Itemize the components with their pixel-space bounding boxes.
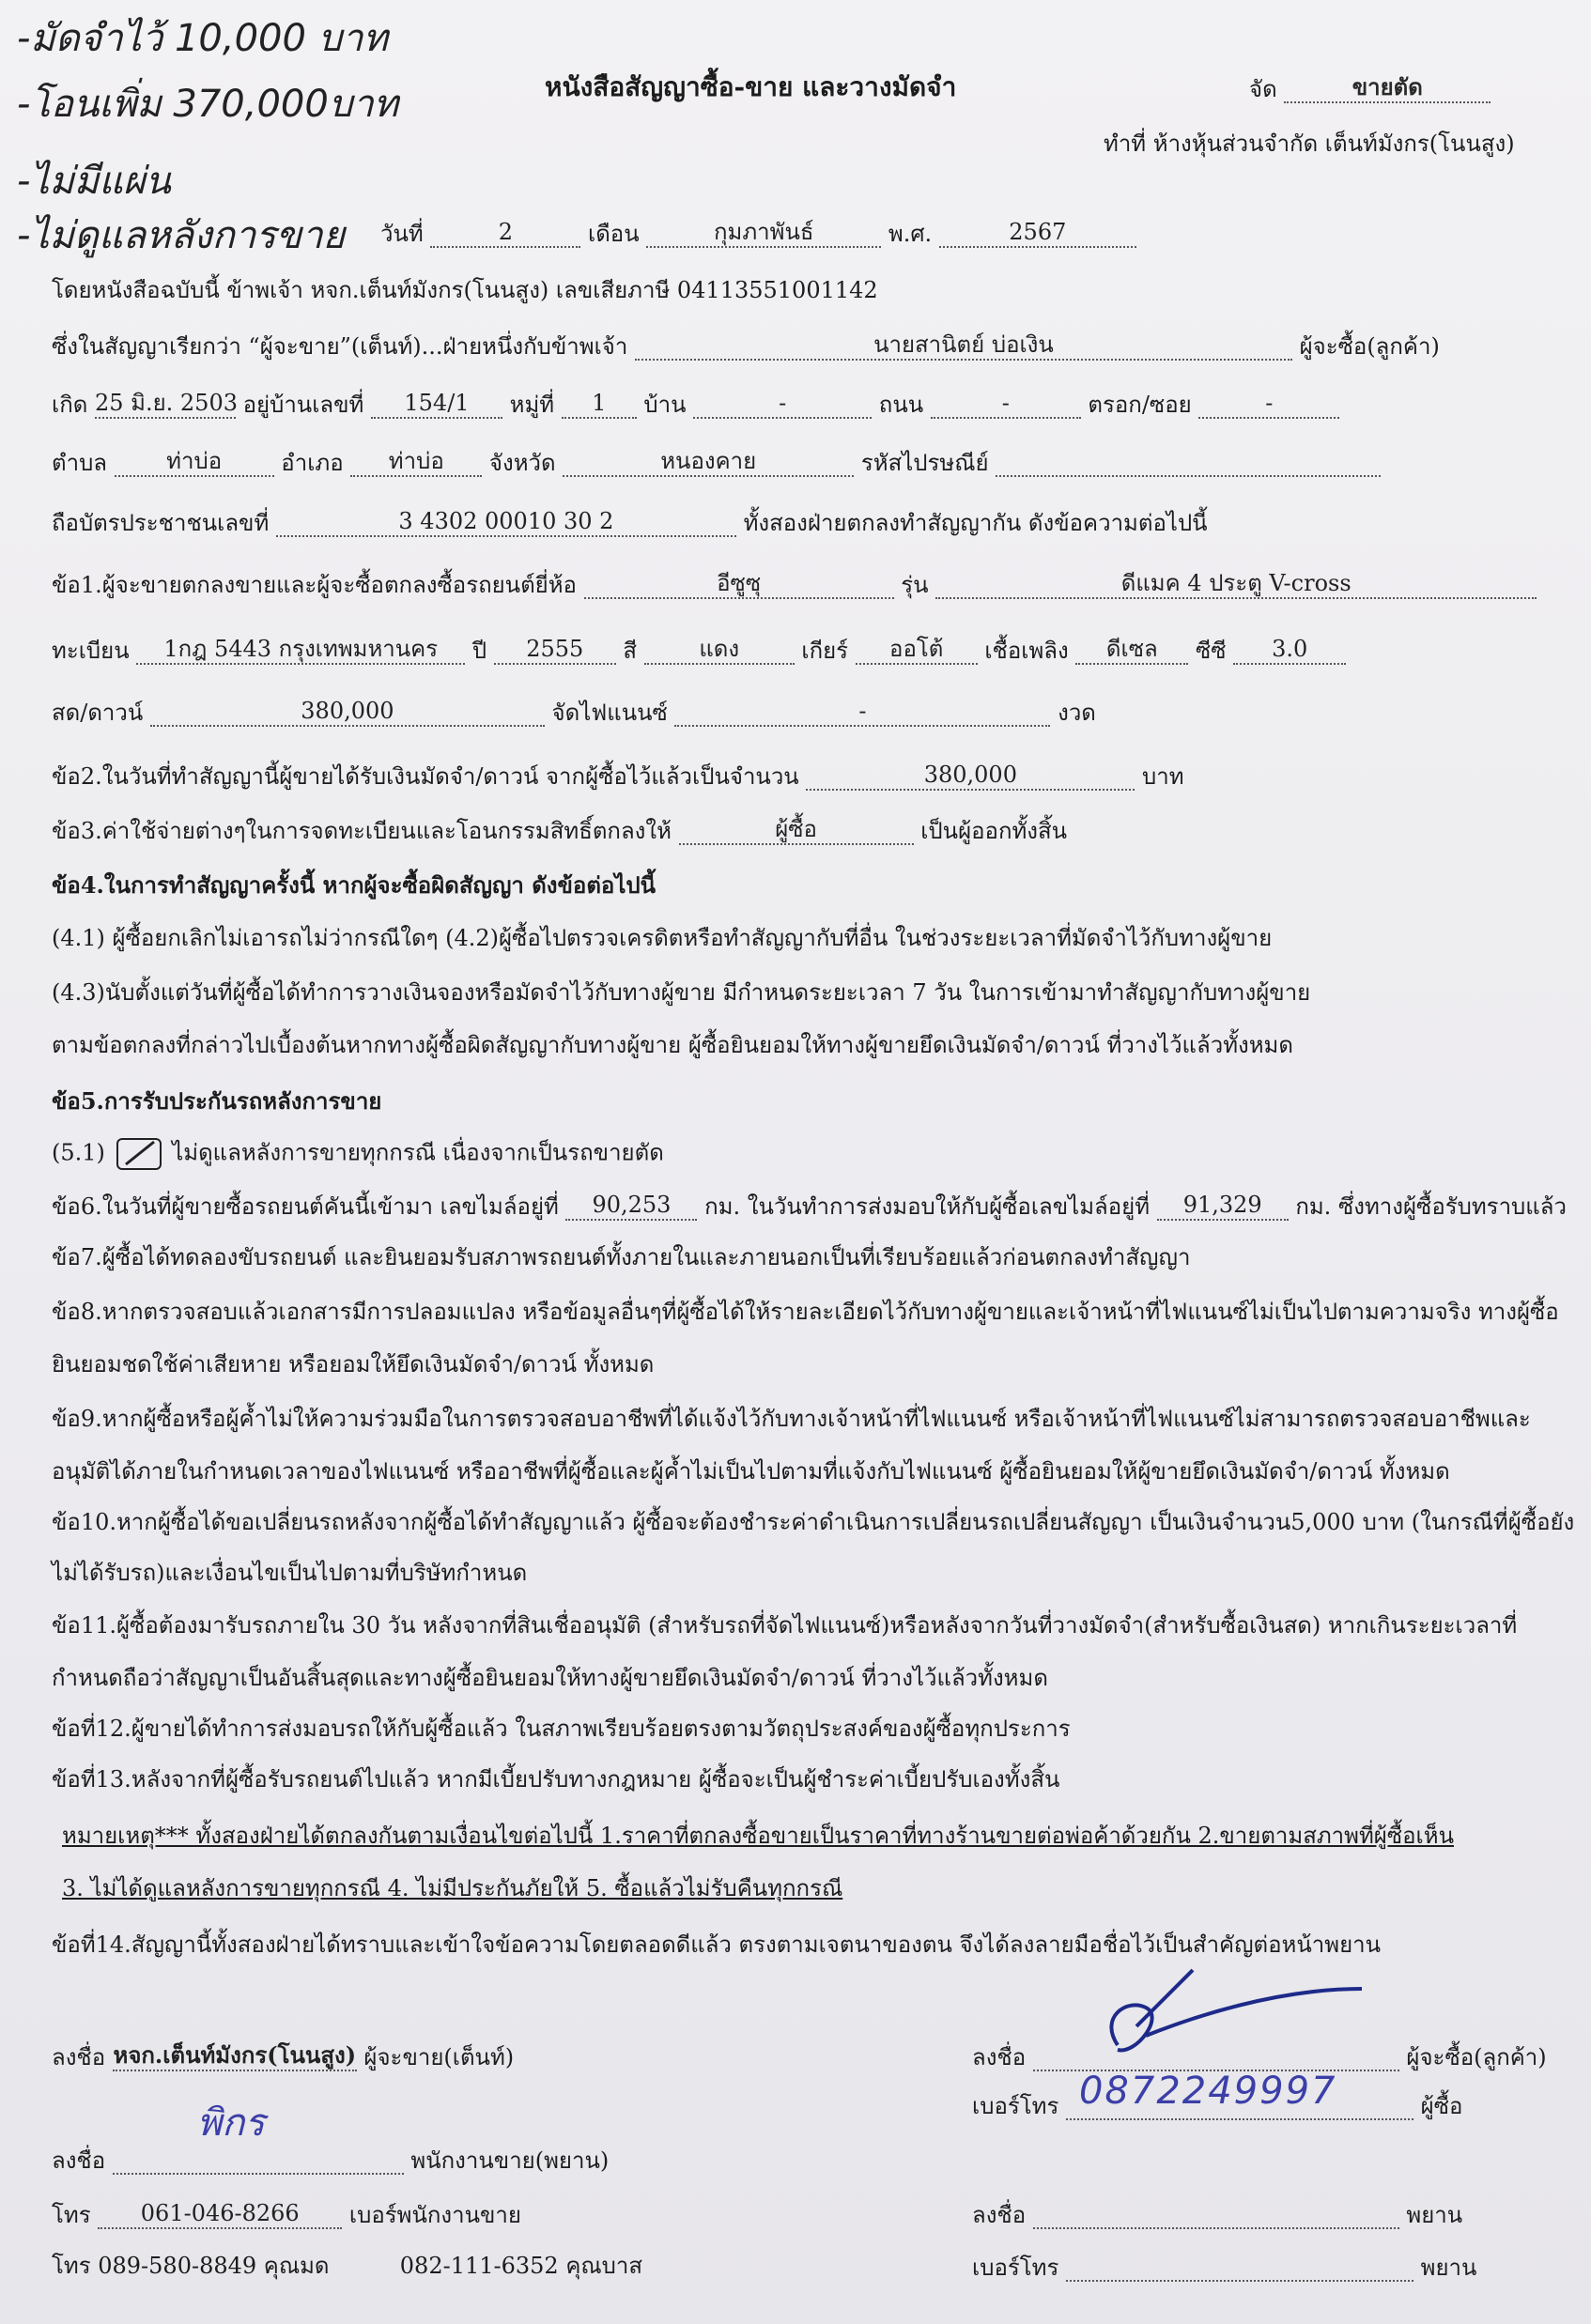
checkbox-checked-icon bbox=[116, 1138, 162, 1170]
clause-8a: ข้อ8.หากตรวจสอบแล้วเอกสารมีการปลอมแปลง หรือข้อมูลอื่นๆที่ผู้ซื้อได้ให้รายละเอียดไว้กับทางผู้ขายและเจ้าหน้าที่ไฟแนนซ์ไม่เป็นไปตามความจริง ทางผู้ซื้อ bbox=[52, 1299, 1559, 1325]
remark-line-1: หมายเหตุ*** ทั้งสองฝ่ายได้ตกลงกันตามเงื่อนไขต่อไปนี้ 1.ราคาที่ตกลงซื้อขายเป็นราคาที่ทางร้านขายต่อพ่อค้าด้วยกัน 2.ขายตามสภาพที่ผู้ซื้อเห็น bbox=[62, 1823, 1454, 1849]
staff-phone-line: โทร 061-046-8266 เบอร์พนักงานขาย bbox=[52, 2200, 521, 2228]
clause-11b: กำหนดถือว่าสัญญาเป็นอันสิ้นสุดและทางผู้ซื้อยินยอมให้ทางผู้ขายยึดเงินมัดจำ/ดาวน์ ที่วางไว้แล้วทั้งหมด bbox=[52, 1665, 1048, 1691]
clause-9b: อนุมัติได้ภายในกำหนดเวลาของไฟแนนซ์ หรืออาชีพที่ผู้ซื้อและผู้ค้ำไม่เป็นไปตามที่แจ้งกับไฟแนนซ์ ผู้ซื้อยินยอมให้ผู้ขายยึดเงินมัดจำ/ดาวน์ ทั้งหมด bbox=[52, 1458, 1450, 1485]
clause-7: ข้อ7.ผู้ซื้อได้ทดลองขับรถยนต์ และยินยอมรับสภาพรถยนต์ทั้งภายในและภายนอกเป็นที่เรียบร้อยแล้วก่อนตกลงทำสัญญา bbox=[52, 1244, 1191, 1270]
clause-5-1: (5.1) ไม่ดูแลหลังการขายทุกกรณี เนื่องจากเป็นรถขายตัด bbox=[52, 1138, 664, 1170]
contract-date: วันที่ 2 เดือน กุมภาพันธ์ พ.ศ. 2567 bbox=[380, 218, 1136, 248]
buyer-id-line: ถือบัตรประชาชนเลขที่ 3 4302 00010 30 2 ทั้งสองฝ่ายตกลงทำสัญญากัน ดังข้อความต่อไปนี้ bbox=[52, 508, 1208, 536]
clause-8b: ยินยอมชดใช้ค่าเสียหาย หรือยอมให้ยึดเงินมัดจำ/ดาวน์ ทั้งหมด bbox=[52, 1351, 655, 1377]
staff-signature: พิกร bbox=[196, 2101, 265, 2145]
clause-4-3b: ตามข้อตกลงที่กล่าวไปเบื้องต้นหากทางผู้ซื้อผิดสัญญากับทางผู้ขาย ผู้ซื้อยินยอมให้ทางผู้ขายยึดเงินมัดจำ/ดาวน์ ที่วางไว้แล้วทั้งหมด bbox=[52, 1032, 1293, 1058]
buyer-phone-line: เบอร์โทร 0872249997 ผู้ซื้อ bbox=[972, 2070, 1463, 2119]
buyer-address-line: เกิด 25 มิ.ย. 2503 อยู่บ้านเลขที่ 154/1 หมู่ที่ 1 บ้าน - ถนน - ตรอก/ซอย - bbox=[52, 389, 1339, 419]
clause-13: ข้อที่13.หลังจากที่ผู้ซื้อรับรถยนต์ไปแล้ว หากมีเบี้ยปรับทางกฎหมาย ผู้ซื้อจะเป็นผู้ชำระค่าเบี้ยปรับเองทั้งสิ้น bbox=[52, 1766, 1060, 1793]
clause-6: ข้อ6.ในวันที่ผู้ขายซื้อรถยนต์คันนี้เข้ามา เลขไมล์อยู่ที่ 90,253 กม. ในวันทำการส่งมอบให้กับผู้ซื้อเลขไมล์อยู่ที่ 91,329 กม. ซึ่งทางผู้ซื้อรับทราบแล้ว bbox=[52, 1192, 1567, 1220]
clause-4-3: (4.3)นับตั้งแต่วันที่ผู้ซื้อได้ทำการวางเงินจองหรือมัดจำไว้กับทางผู้ขาย มีกำหนดระยะเวลา 7 วัน ในการเข้ามาทำสัญญากับทางผู้ขาย bbox=[52, 979, 1311, 1006]
clause-11a: ข้อ11.ผู้ซื้อต้องมารับรถภายใน 30 วัน หลังจากที่สินเชื่ออนุมัติ (สำหรับรถที่จัดไฟแนนซ์)หรือหลังจากวันที่วางมัดจำ(สำหรับซื้อเงินสด) หากเกินระยะเวลาที่ bbox=[52, 1612, 1518, 1639]
clause-1: ข้อ1.ผู้จะขายตกลงขายและผู้จะซื้อตกลงซื้อรถยนต์ยี่ห้อ อีซูซุ รุ่น ดีแมค 4 ประตู V-cross bbox=[52, 569, 1537, 599]
witness-signature-line: ลงชื่อ พยาน bbox=[972, 2199, 1462, 2229]
buyer-signature-icon bbox=[1089, 1961, 1371, 2064]
buyer-signature-line: ลงชื่อ ผู้จะซื้อ(ลูกค้า) bbox=[972, 2041, 1547, 2071]
clause-14: ข้อที่14.สัญญานี้ทั้งสองฝ่ายได้ทราบและเข้าใจข้อความโดยตลอดดีแล้ว ตรงตามเจตนาของตน จึงได้ลงลายมือชื่อไว้เป็นสำคัญต่อหน้าพยาน bbox=[52, 1932, 1382, 1958]
buyer-name: นายสานิตย์ บ่อเงิน bbox=[635, 331, 1292, 361]
handwritten-note-3: -ไม่มีแผ่น bbox=[17, 160, 171, 203]
intro-line-1: โดยหนังสือฉบับนี้ ข้าพเจ้า หจก.เต็นท์มังกร(โนนสูง) เลขเสียภาษี 04113551001142 bbox=[52, 277, 878, 303]
witness-phone-line: เบอร์โทร พยาน bbox=[972, 2252, 1476, 2282]
clause-10a: ข้อ10.หากผู้ซื้อได้ขอเปลี่ยนรถหลังจากผู้ซื้อได้ทำสัญญาแล้ว ผู้ซื้อจะต้องชำระค่าดำเนินการเปลี่ยนรถเปลี่ยนสัญญา เป็นเงินจำนวน5,000 บาท (ในกรณีที่ผู้ซื้อยัง bbox=[52, 1509, 1575, 1535]
buyer-phone: 0872249997 bbox=[1078, 2070, 1337, 2113]
clause-12: ข้อที่12.ผู้ขายได้ทำการส่งมอบรถให้กับผู้ซื้อแล้ว ในสภาพเรียบร้อยตรงตามวัตถุประสงค์ของผู้ซื้อทุกประการ bbox=[52, 1716, 1071, 1742]
contract-place: ทำที่ ห้างหุ้นส่วนจำกัด เต็นท์มังกร(โนนสูง) bbox=[1104, 131, 1515, 157]
page-title: หนังสือสัญญาซื้อ-ขาย และวางมัดจำ bbox=[545, 71, 957, 102]
seller-signature-line: ลงชื่อ หจก.เต็นท์มังกร(โนนสูง) ผู้จะขาย(เต็นท์) bbox=[52, 2041, 515, 2070]
clause-5-title: ข้อ5.การรับประกันรถหลังการขาย bbox=[52, 1087, 382, 1115]
car-registration-line: ทะเบียน 1กฎ 5443 กรุงเทพมหานคร ปี 2555 สี แดง เกียร์ ออโต้ เชื้อเพลิง ดีเซล ซีซี 3.0 bbox=[52, 635, 1346, 665]
handwritten-note-2: -โอนเพิ่ม 370,000บาท bbox=[17, 83, 399, 126]
contact-line: โทร 089-580-8849 คุณมด 082-111-6352 คุณบาส bbox=[52, 2253, 643, 2279]
clause-2: ข้อ2.ในวันที่ทำสัญญานี้ผู้ขายได้รับเงินมัดจำ/ดาวน์ จากผู้ซื้อไว้แล้วเป็นจำนวน 380,000 บาท bbox=[52, 762, 1184, 790]
intro-line-2: ซึ่งในสัญญาเรียกว่า “ผู้จะขาย”(เต็นท์)...ฝ่ายหนึ่งกับข้าพเจ้า นายสานิตย์ บ่อเงิน ผู้จะซื้อ(ลูกค้า) bbox=[52, 331, 1440, 360]
clause-3: ข้อ3.ค่าใช้จ่ายต่างๆในการจดทะเบียนและโอนกรรมสิทธิ์ตกลงให้ ผู้ซื้อ เป็นผู้ออกทั้งสิ้น bbox=[52, 816, 1068, 844]
car-payment-line: สด/ดาวน์ 380,000 จัดไฟแนนซ์ - งวด bbox=[52, 698, 1096, 726]
staff-signature-line: ลงชื่อ พิกร พนักงานขาย(พยาน) bbox=[52, 2101, 610, 2174]
handwritten-note-4: -ไม่ดูแลหลังการขาย bbox=[17, 214, 346, 257]
contract-type-value: ขายตัด bbox=[1284, 73, 1491, 103]
clause-10b: ไม่ได้รับรถ)และเงื่อนไขเป็นไปตามที่บริษัทกำหนด bbox=[52, 1560, 528, 1586]
remark-line-2: 3. ไม่ได้ดูแลหลังการขายทุกกรณี 4. ไม่มีประกันภัยให้ 5. ซื้อแล้วไม่รับคืนทุกกรณี bbox=[62, 1875, 843, 1901]
buyer-district-line: ตำบล ท่าบ่อ อำเภอ ท่าบ่อ จังหวัด หนองคาย รหัสไปรษณีย์ bbox=[52, 447, 1381, 477]
contract-type: จัด ขายตัด bbox=[1249, 73, 1491, 103]
clause-4-title: ข้อ4.ในการทำสัญญาครั้งนี้ หากผู้จะซื้อผิดสัญญา ดังข้อต่อไปนี้ bbox=[52, 871, 656, 899]
handwritten-note-1: -มัดจำไว้ 10,000 บาท bbox=[17, 17, 388, 60]
clause-9a: ข้อ9.หากผู้ซื้อหรือผู้ค้ำไม่ให้ความร่วมมือในการตรวจสอบอาชีพที่ได้แจ้งไว้กับทางเจ้าหน้าที่ไฟแนนซ์ หรือเจ้าหน้าที่ไฟแนนซ์ไม่สามารถตรวจสอบอาชีพและ bbox=[52, 1406, 1531, 1432]
clause-4-1: (4.1) ผู้ซื้อยกเลิกไม่เอารถไม่ว่ากรณีใดๆ (4.2)ผู้ซื้อไปตรวจเครดิตหรือทำสัญญากับที่อื่น ในช่วงระยะเวลาที่มัดจำไว้กับทางผู้ขาย bbox=[52, 925, 1273, 951]
